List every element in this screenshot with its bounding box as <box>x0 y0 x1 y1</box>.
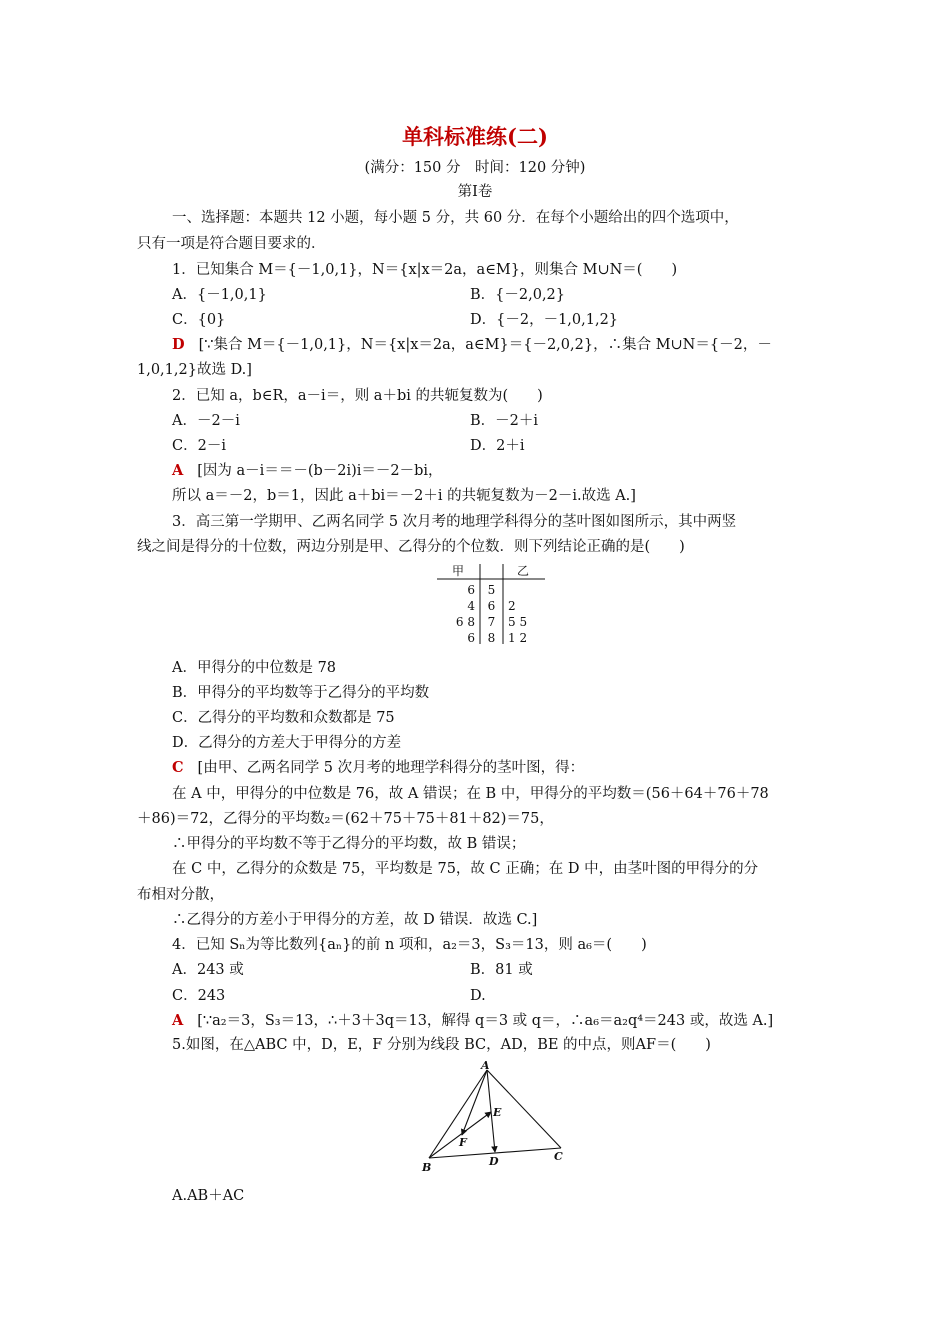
plot-left-header: 甲 <box>452 564 465 578</box>
q5-stem: 5.如图，在△ABC 中，D，E，F 分别为线段 BC，AD，BE 的中点，则AF＝( ) <box>172 1037 711 1053</box>
q1-answer-line-1 <box>172 336 772 354</box>
q3-option-d: D．乙得分的方差大于甲得分的方差 <box>172 735 402 751</box>
q2-answer-line-1 <box>172 462 443 480</box>
vertex-label-c: C <box>554 1150 563 1163</box>
q3-answer-line-1 <box>172 759 584 777</box>
q1-option-b: B．{－2,0,2} <box>470 287 566 303</box>
q4-answer-letter: A <box>172 1012 184 1029</box>
plot-left-leaf: 4 <box>467 599 475 613</box>
q3-answer-text: [由甲、乙两名同学 5 次月考的地理学科得分的茎叶图，得： <box>197 760 585 776</box>
q4-stem: 4．已知 Sₙ为等比数列{aₙ}的前 n 项和，a₂＝3，S₃＝13，则 a₆＝( ) <box>172 937 647 953</box>
q3-answer-letter: C <box>172 759 184 776</box>
plot-right-leaf: 1 2 <box>508 631 528 645</box>
q4-option-d: D. <box>470 988 486 1004</box>
q5-option-a: A.AB＋AC <box>172 1188 245 1204</box>
plot-right-header: 乙 <box>517 564 530 578</box>
stem-and-leaf-plot <box>437 562 547 646</box>
q3-answer-line-4: ∴甲得分的平均数不等于乙得分的平均数，故 B 错误； <box>172 836 526 852</box>
q4-option-c: C．243 <box>172 988 226 1004</box>
q3-answer-line-2: 在 A 中，甲得分的中位数是 76，故 A 错误；在 B 中，甲得分的平均数＝(56＋64＋76＋78 <box>172 786 769 802</box>
q4-answer-text: [∵a₂＝3，S₃＝13，∴＋3＋3q＝13，解得 q＝3 或 q＝，∴a₆＝a₂q⁴＝243 或，故选 A.] <box>197 1013 774 1029</box>
plot-right-leaf: 5 5 <box>508 615 528 629</box>
q3-answer-line-3: ＋86)＝72，乙得分的平均数₂＝(62＋75＋75＋81＋82)＝75， <box>137 811 554 827</box>
q1-answer-line-2: 1,0,1,2}故选 D.] <box>137 362 252 378</box>
instructions-line-2: 只有一项是符合题目要求的． <box>137 236 326 252</box>
triangle-figure <box>415 1060 575 1180</box>
q3-answer-line-7: ∴乙得分的方差小于甲得分的方差，故 D 错误．故选 C.] <box>172 912 538 928</box>
vertex-label-b: B <box>422 1161 432 1174</box>
q1-answer-letter: D <box>172 336 185 353</box>
q4-option-a: A．243 或 <box>172 962 244 978</box>
q1-option-a: A．{－1,0,1} <box>172 287 267 303</box>
vertex-label-a: A <box>481 1060 490 1072</box>
q3-answer-line-5: 在 C 中，乙得分的众数是 75，平均数是 75，故 C 正确；在 D 中，由茎叶图的甲得分的分 <box>172 861 759 877</box>
q2-answer-line-2: 所以 a＝－2，b＝1，因此 a＋bi＝－2＋i 的共轭复数为－2－i.故选 A.] <box>172 488 636 504</box>
plot-stem: 5 <box>487 583 496 597</box>
exam-info: (满分：150 分 时间：120 分钟) <box>364 160 586 176</box>
q2-option-a: A．－2－i <box>172 413 240 429</box>
point-label-f: F <box>459 1136 467 1149</box>
plot-stem: 7 <box>487 615 496 629</box>
q2-answer-text: [因为 a－i＝＝－(b－2i)i＝－2－bi， <box>197 463 443 479</box>
plot-left-leaf: 6 8 <box>455 615 475 629</box>
q2-option-d: D．2＋i <box>470 438 525 454</box>
q3-option-c: C．乙得分的平均数和众数都是 75 <box>172 710 395 726</box>
q2-option-b: B．－2＋i <box>470 413 539 429</box>
plot-left-leaf: 6 <box>467 631 475 645</box>
point-label-d: D <box>489 1155 499 1168</box>
q4-answer-line-1 <box>172 1012 773 1030</box>
q1-option-d: D．{－2，－1,0,1,2} <box>470 312 619 328</box>
plot-stem: 6 <box>487 599 496 613</box>
q3-answer-line-6: 布相对分散， <box>137 887 224 903</box>
plot-stem: 8 <box>487 631 496 645</box>
section-heading: 第Ⅰ卷 <box>457 184 493 200</box>
q2-stem: 2．已知 a，b∈R，a－i＝，则 a＋bi 的共轭复数为( ) <box>172 388 543 404</box>
instructions-line-1: 一、选择题：本题共 12 小题，每小题 5 分，共 60 分．在每个小题给出的四个选项中， <box>172 210 739 226</box>
q3-option-b: B．甲得分的平均数等于乙得分的平均数 <box>172 685 430 701</box>
q3-stem-line-1: 3．高三第一学期甲、乙两名同学 5 次月考的地理学科得分的茎叶图如图所示，其中两竖 <box>172 514 737 530</box>
q3-option-a: A．甲得分的中位数是 78 <box>172 660 337 676</box>
page-title: 单科标准练(二) <box>402 124 548 149</box>
q3-stem-line-2: 线之间是得分的十位数，两边分别是甲、乙得分的个位数．则下列结论正确的是( ) <box>137 539 685 555</box>
q4-option-b: B．81 或 <box>470 962 533 978</box>
plot-right-leaf: 2 <box>508 599 516 613</box>
plot-left-leaf: 6 <box>467 583 475 597</box>
q2-option-c: C．2－i <box>172 438 226 454</box>
point-label-e: E <box>493 1106 502 1119</box>
q1-option-c: C．{0} <box>172 312 226 328</box>
q2-answer-letter: A <box>172 462 184 479</box>
q1-stem: 1．已知集合 M＝{－1,0,1}，N＝{x|x＝2a，a∈M}，则集合 M∪N＝( ) <box>172 262 678 278</box>
q1-answer-text: [∵集合 M＝{－1,0,1}，N＝{x|x＝2a，a∈M}＝{－2,0,2}，∴集合 M∪N＝{－2，－ <box>198 337 772 353</box>
